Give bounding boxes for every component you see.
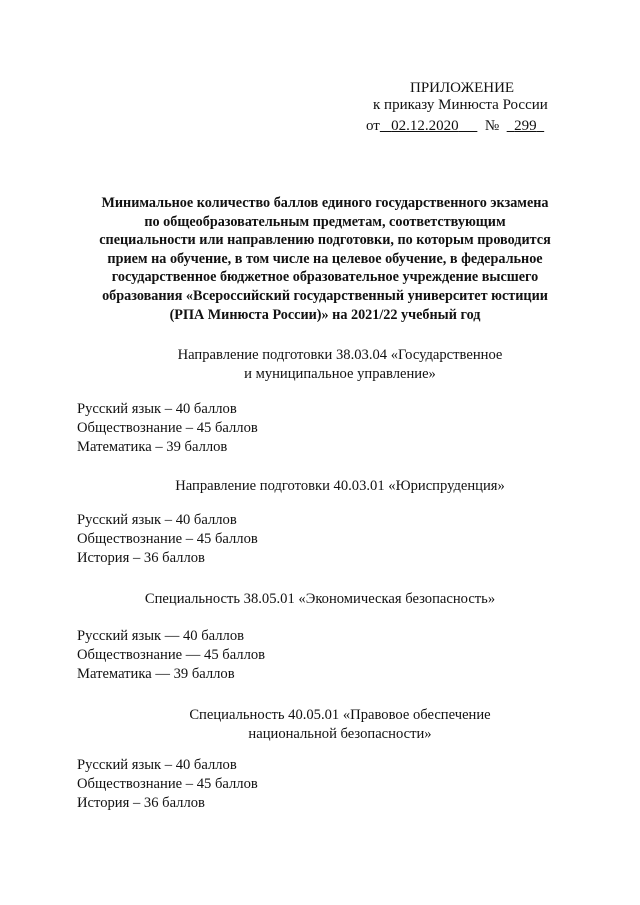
title-line: образования «Всероссийский государственный университет юстиции: [102, 287, 548, 304]
section-heading-4: Специальность 40.05.01 «Правовое обеспечение национальной безопасности»: [189, 707, 491, 742]
title-line: Минимальное количество баллов единого государственного экзамена: [101, 195, 549, 211]
subject-score: Обществознание – 45 баллов: [77, 420, 258, 436]
subject-score: Русский язык – 40 баллов: [77, 512, 237, 528]
section-subjects-2: [77, 511, 258, 568]
appendix-date-number-line: [366, 116, 544, 136]
subject-score: История – 36 баллов: [77, 795, 205, 811]
section-heading-2: Направление подготовки 40.03.01 «Юриспруденция»: [175, 478, 505, 494]
appendix-title: ПРИЛОЖЕНИЕ: [410, 80, 515, 96]
section-heading-3: Специальность 38.05.01 «Экономическая безопасность»: [144, 591, 496, 607]
subject-score: Математика – 39 баллов: [77, 439, 228, 455]
title-line: государственное бюджетное образовательное учреждение высшего: [111, 269, 539, 286]
subject-score: Обществознание – 45 баллов: [77, 531, 258, 547]
subject-score: Обществознание — 45 баллов: [77, 647, 266, 663]
title-line: по общеобразовательным предметам, соответствующим: [144, 213, 506, 230]
order-number: 299: [514, 118, 537, 134]
section-heading-1: Направление подготовки 38.03.04 «Государственное и муниципальное управление»: [177, 347, 503, 382]
number-label: №: [484, 118, 500, 134]
appendix-order-text: к приказу Минюста России: [373, 97, 548, 113]
title-line: прием на обучение, в том числе на целевое обучение, в федеральное: [107, 250, 543, 267]
section-subjects-4: [77, 756, 258, 813]
subject-score: История – 36 баллов: [77, 550, 205, 566]
subject-score: Русский язык – 40 баллов: [77, 757, 237, 773]
order-date: 02.12.2020: [391, 118, 459, 134]
subject-score: Обществознание – 45 баллов: [77, 776, 258, 792]
section-subjects-3: [77, 627, 265, 684]
subject-score: Русский язык – 40 баллов: [77, 401, 237, 417]
subject-score: Математика — 39 баллов: [77, 666, 235, 682]
title-line: специальности или направлению подготовки, по которым проводится: [99, 232, 551, 249]
section-subjects-1: [77, 400, 258, 457]
subject-score: Русский язык — 40 баллов: [77, 628, 245, 644]
title-line: (РПА Минюста России)» на 2021/22 учебный год: [169, 306, 481, 323]
from-label: от: [366, 118, 380, 134]
document-title: [60, 194, 590, 324]
